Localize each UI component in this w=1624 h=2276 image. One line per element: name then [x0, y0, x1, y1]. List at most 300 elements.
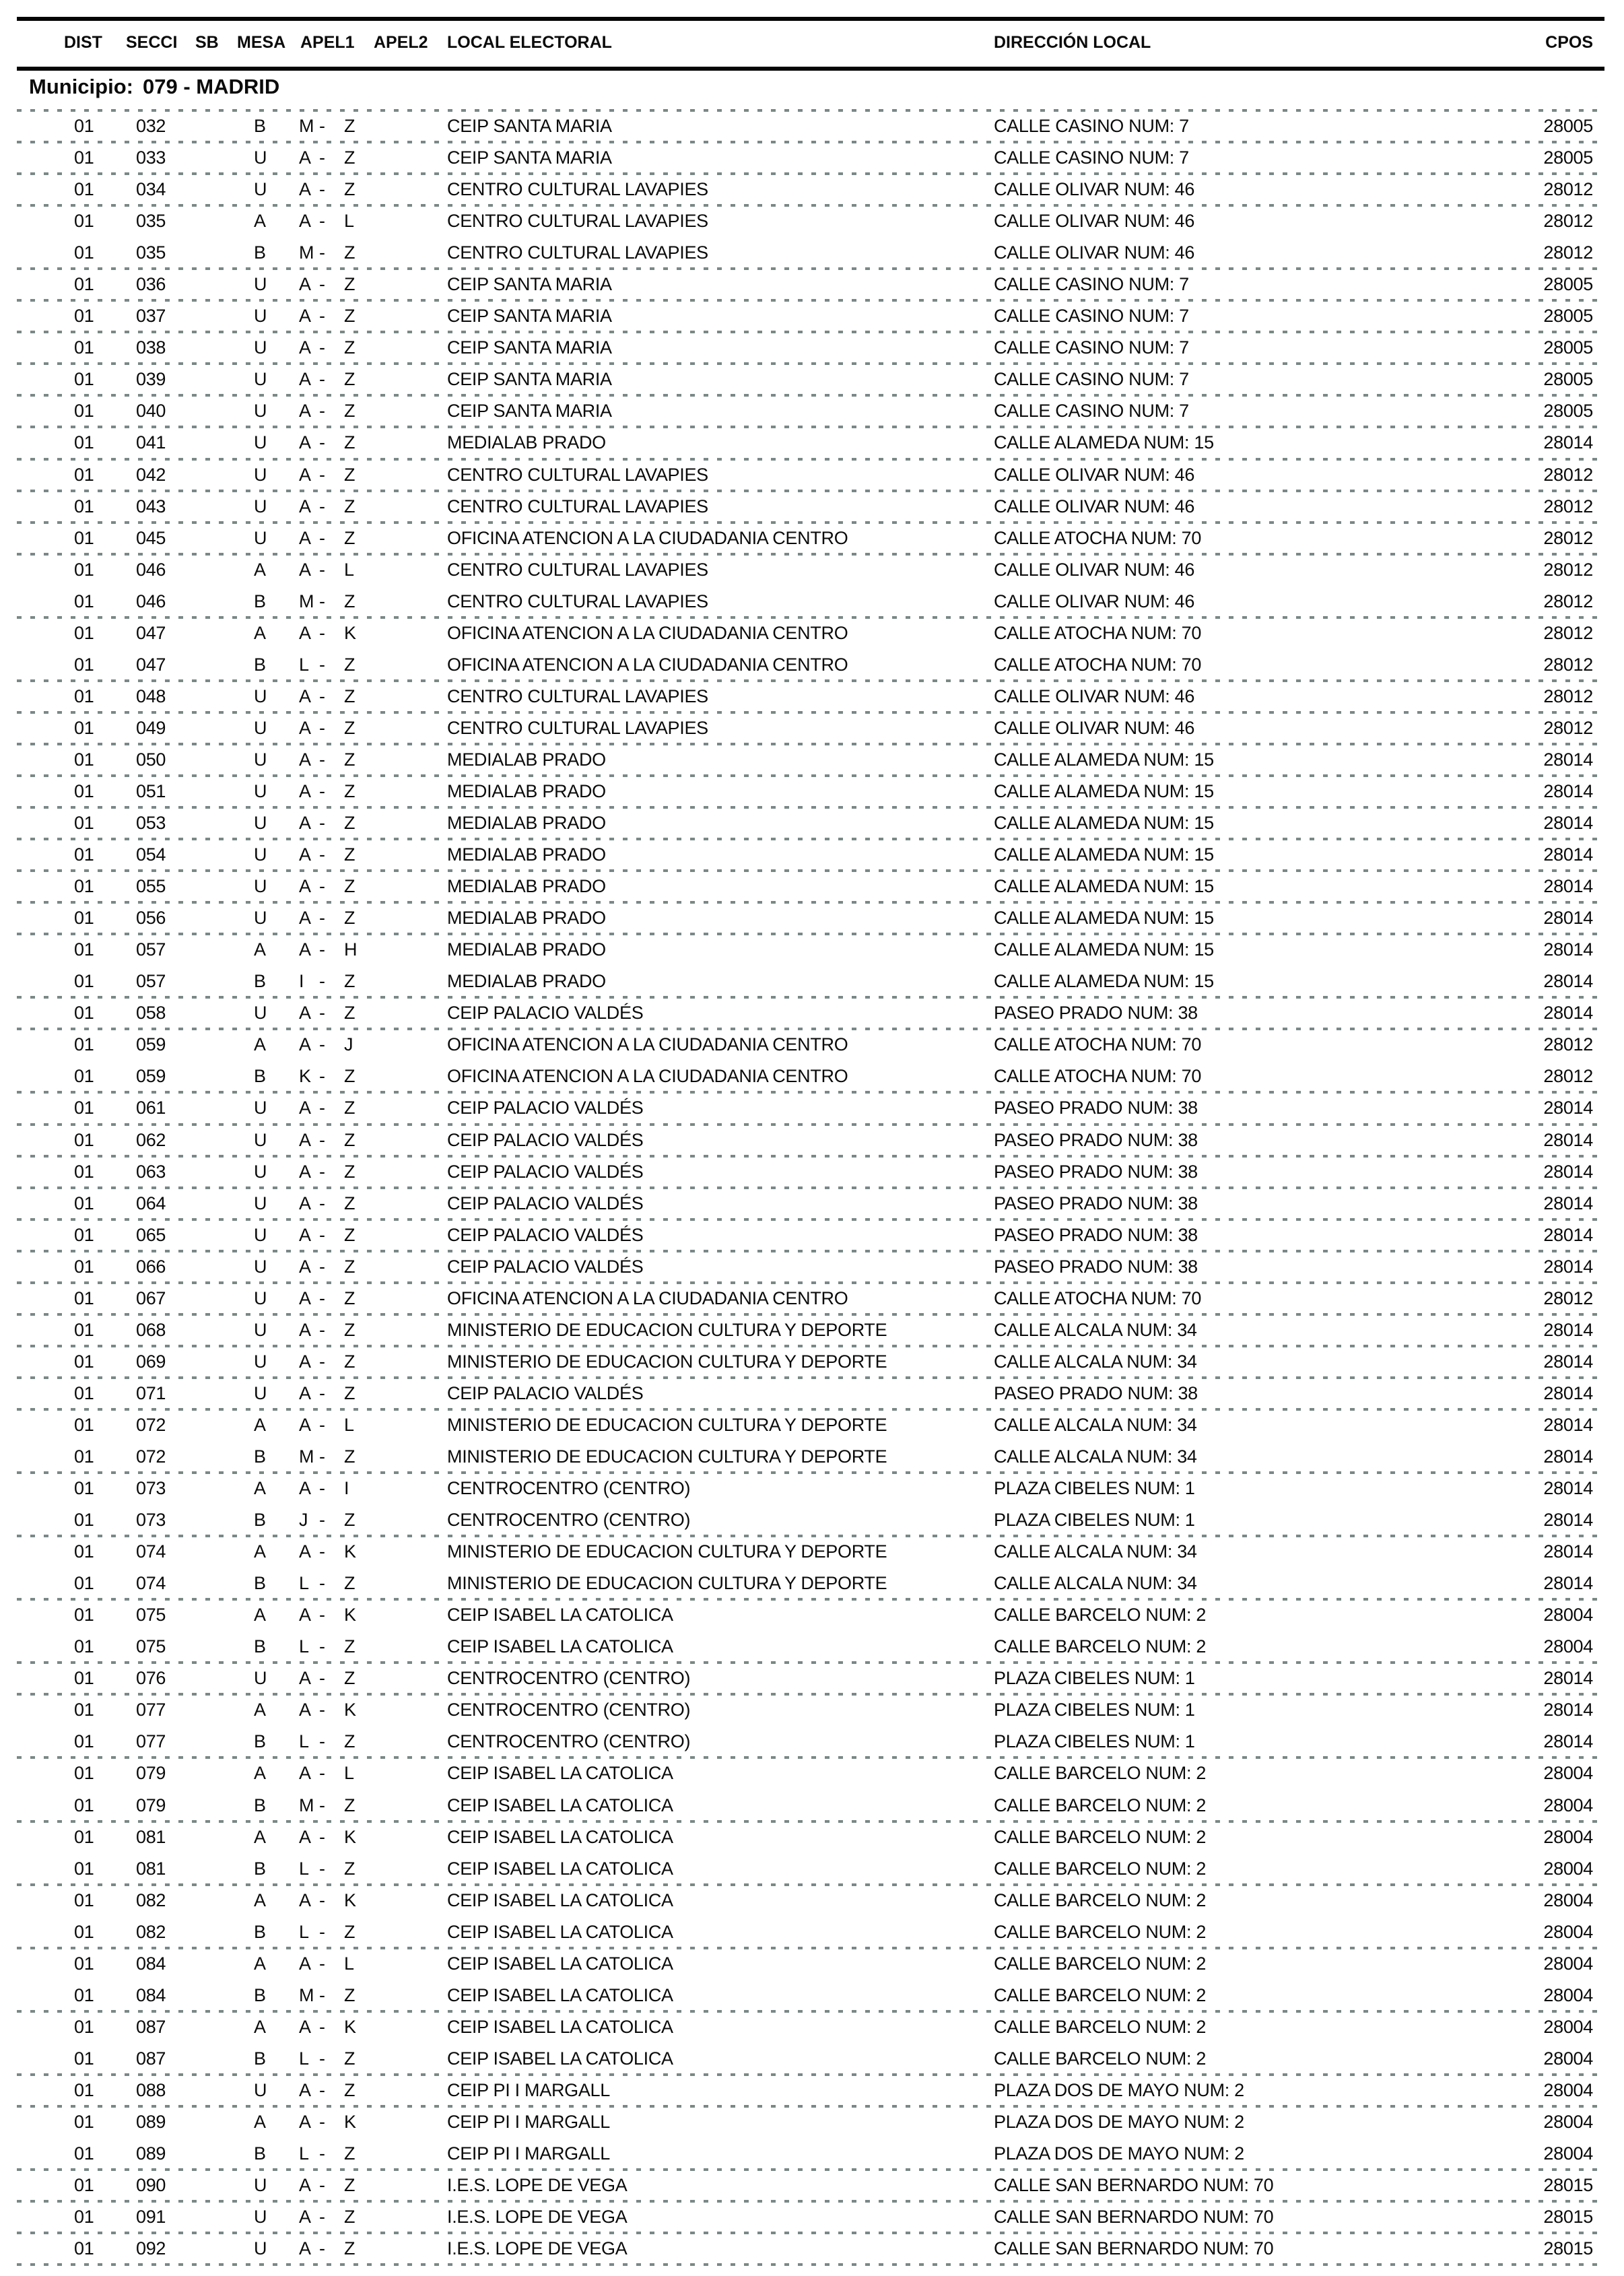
cell-apel1: M	[299, 116, 314, 137]
cell-apel1: A	[299, 432, 311, 453]
cell-dist: 01	[74, 939, 94, 960]
cell-apel1: A	[299, 401, 311, 422]
cell-apel2: L	[344, 1414, 354, 1435]
cell-cpos: 28014	[1543, 1382, 1593, 1403]
cell-apel1: A	[299, 1826, 311, 1847]
cell-apel1: M	[299, 1984, 314, 2005]
cell-local-electoral: CENTROCENTRO (CENTRO)	[447, 1700, 691, 1720]
table-row	[0, 142, 1624, 174]
table-row	[0, 1758, 1624, 1789]
range-separator: -	[319, 1478, 325, 1499]
cell-secci: 059	[136, 1066, 166, 1087]
cell-apel2: Z	[344, 179, 356, 200]
range-separator: -	[319, 1668, 325, 1689]
cell-apel1: A	[299, 1953, 311, 1974]
cell-cpos: 28014	[1543, 1351, 1593, 1372]
cell-apel2: Z	[344, 1161, 356, 1182]
cell-cpos: 28014	[1543, 1541, 1593, 1562]
cell-local-electoral: CENTROCENTRO (CENTRO)	[447, 1478, 691, 1499]
cell-secci: 032	[136, 116, 166, 137]
cell-apel2: Z	[344, 876, 356, 897]
range-separator: -	[319, 876, 325, 897]
cell-local-electoral: CEIP PALACIO VALDÉS	[447, 1161, 644, 1182]
cell-local-electoral: CENTRO CULTURAL LAVAPIES	[447, 591, 708, 611]
cell-cpos: 28014	[1543, 1161, 1593, 1182]
cell-apel2: Z	[344, 401, 356, 422]
cell-secci: 084	[136, 1953, 166, 1974]
table-row	[0, 1504, 1624, 1536]
cell-sb: B	[254, 2143, 266, 2164]
cell-secci: 090	[136, 2175, 166, 2196]
cell-local-electoral: I.E.S. LOPE DE VEGA	[447, 2207, 628, 2228]
cell-cpos: 28012	[1543, 1287, 1593, 1308]
table-row	[0, 491, 1624, 523]
cell-direccion-local: PLAZA DOS DE MAYO NUM: 2	[994, 2111, 1244, 2132]
table-row	[0, 997, 1624, 1029]
cell-secci: 045	[136, 527, 166, 548]
cell-local-electoral: CEIP PALACIO VALDÉS	[447, 1256, 644, 1277]
cell-secci: 084	[136, 1984, 166, 2005]
cell-apel2: Z	[344, 971, 356, 992]
cell-dist: 01	[74, 1066, 94, 1087]
cell-secci: 059	[136, 1034, 166, 1055]
cell-direccion-local: CALLE BARCELO NUM: 2	[994, 1858, 1207, 1879]
cell-sb: U	[254, 908, 267, 929]
cell-apel2: Z	[344, 685, 356, 706]
cell-secci: 075	[136, 1605, 166, 1626]
cell-apel2: Z	[344, 464, 356, 485]
cell-local-electoral: CENTRO CULTURAL LAVAPIES	[447, 242, 708, 263]
cell-secci: 047	[136, 654, 166, 675]
range-separator: -	[319, 971, 325, 992]
table-row	[0, 1314, 1624, 1346]
range-separator: -	[319, 1287, 325, 1308]
cell-sb: U	[254, 876, 267, 897]
cell-direccion-local: CALLE BARCELO NUM: 2	[994, 1984, 1207, 2005]
range-separator: -	[319, 1382, 325, 1403]
cell-secci: 091	[136, 2207, 166, 2228]
cell-direccion-local: CALLE ALCALA NUM: 34	[994, 1541, 1197, 1562]
cell-secci: 088	[136, 2079, 166, 2100]
cell-direccion-local: CALLE ALCALA NUM: 34	[994, 1446, 1197, 1467]
table-row	[0, 2075, 1624, 2106]
cell-sb: B	[254, 971, 266, 992]
range-separator: -	[319, 1224, 325, 1245]
cell-sb: U	[254, 1351, 267, 1372]
cell-direccion-local: CALLE BARCELO NUM: 2	[994, 1636, 1207, 1657]
cell-secci: 081	[136, 1858, 166, 1879]
cell-apel1: A	[299, 749, 311, 770]
range-separator: -	[319, 464, 325, 485]
table-row	[0, 110, 1624, 142]
cell-direccion-local: CALLE SAN BERNARDO NUM: 70	[994, 2207, 1274, 2228]
cell-direccion-local: CALLE BARCELO NUM: 2	[994, 1763, 1207, 1784]
range-separator: -	[319, 1193, 325, 1213]
column-header-apel2: APEL2	[374, 33, 428, 52]
cell-direccion-local: CALLE OLIVAR NUM: 46	[994, 685, 1195, 706]
cell-cpos: 28014	[1543, 1731, 1593, 1752]
range-separator: -	[319, 1731, 325, 1752]
cell-sb: B	[254, 1795, 266, 1815]
cell-apel1: L	[299, 1858, 309, 1879]
cell-secci: 042	[136, 464, 166, 485]
cell-cpos: 28014	[1543, 749, 1593, 770]
table-row	[0, 1536, 1624, 1568]
cell-apel1: A	[299, 1161, 311, 1182]
cell-direccion-local: CALLE OLIVAR NUM: 46	[994, 591, 1195, 611]
cell-local-electoral: CEIP SANTA MARIA	[447, 401, 612, 422]
range-separator: -	[319, 1826, 325, 1847]
cell-local-electoral: CENTRO CULTURAL LAVAPIES	[447, 179, 708, 200]
cell-apel1: A	[299, 622, 311, 643]
cell-apel2: Z	[344, 496, 356, 516]
cell-direccion-local: PLAZA DOS DE MAYO NUM: 2	[994, 2143, 1244, 2164]
cell-dist: 01	[74, 337, 94, 358]
cell-local-electoral: MINISTERIO DE EDUCACION CULTURA Y DEPORTE	[447, 1414, 887, 1435]
cell-dist: 01	[74, 306, 94, 327]
cell-secci: 072	[136, 1446, 166, 1467]
cell-cpos: 28004	[1543, 2111, 1593, 2132]
range-separator: -	[319, 242, 325, 263]
cell-apel2: Z	[344, 432, 356, 453]
cell-apel1: A	[299, 2111, 311, 2132]
cell-cpos: 28014	[1543, 1003, 1593, 1024]
cell-apel1: L	[299, 2143, 309, 2164]
cell-apel2: Z	[344, 1351, 356, 1372]
cell-local-electoral: CEIP ISABEL LA CATOLICA	[447, 2016, 673, 2037]
cell-dist: 01	[74, 1826, 94, 1847]
cell-secci: 081	[136, 1826, 166, 1847]
cell-apel2: Z	[344, 527, 356, 548]
cell-cpos: 28004	[1543, 1953, 1593, 1974]
cell-apel2: K	[344, 1826, 356, 1847]
cell-dist: 01	[74, 717, 94, 738]
table-row	[0, 1694, 1624, 1726]
cell-local-electoral: CEIP PALACIO VALDÉS	[447, 1003, 644, 1024]
cell-secci: 089	[136, 2111, 166, 2132]
cell-apel1: A	[299, 1003, 311, 1024]
cell-local-electoral: CEIP PI I MARGALL	[447, 2143, 610, 2164]
range-separator: -	[319, 1984, 325, 2005]
cell-sb: A	[254, 1414, 266, 1435]
table-row	[0, 649, 1624, 681]
table-row	[0, 459, 1624, 491]
cell-apel2: Z	[344, 306, 356, 327]
cell-dist: 01	[74, 1605, 94, 1626]
table-row	[0, 586, 1624, 617]
cell-sb: B	[254, 1921, 266, 1942]
range-separator: -	[319, 1351, 325, 1372]
cell-local-electoral: CEIP ISABEL LA CATOLICA	[447, 1953, 673, 1974]
cell-apel2: Z	[344, 147, 356, 168]
range-separator: -	[319, 401, 325, 422]
cell-sb: B	[254, 591, 266, 611]
cell-secci: 053	[136, 813, 166, 834]
range-separator: -	[319, 749, 325, 770]
cell-dist: 01	[74, 179, 94, 200]
cell-apel1: A	[299, 1224, 311, 1245]
cell-cpos: 28014	[1543, 971, 1593, 992]
table-row	[0, 2106, 1624, 2138]
cell-direccion-local: CALLE OLIVAR NUM: 46	[994, 559, 1195, 580]
cell-cpos: 28015	[1543, 2238, 1593, 2259]
cell-dist: 01	[74, 2016, 94, 2037]
cell-local-electoral: MINISTERIO DE EDUCACION CULTURA Y DEPORTE	[447, 1351, 887, 1372]
cell-sb: U	[254, 813, 267, 834]
cell-cpos: 28012	[1543, 464, 1593, 485]
cell-dist: 01	[74, 1287, 94, 1308]
range-separator: -	[319, 1161, 325, 1182]
cell-apel1: A	[299, 2175, 311, 2196]
cell-cpos: 28012	[1543, 1034, 1593, 1055]
cell-dist: 01	[74, 242, 94, 263]
cell-secci: 089	[136, 2143, 166, 2164]
cell-sb: U	[254, 1161, 267, 1182]
cell-apel1: A	[299, 559, 311, 580]
cell-cpos: 28004	[1543, 1763, 1593, 1784]
cell-apel2: Z	[344, 116, 356, 137]
cell-dist: 01	[74, 685, 94, 706]
table-row	[0, 1789, 1624, 1821]
cell-direccion-local: PASEO PRADO NUM: 38	[994, 1224, 1198, 1245]
table-row	[0, 807, 1624, 839]
cell-dist: 01	[74, 2175, 94, 2196]
cell-secci: 065	[136, 1224, 166, 1245]
range-separator: -	[319, 1889, 325, 1910]
cell-direccion-local: CALLE CASINO NUM: 7	[994, 274, 1189, 295]
cell-dist: 01	[74, 1193, 94, 1213]
cell-local-electoral: CEIP ISABEL LA CATOLICA	[447, 1636, 673, 1657]
cell-direccion-local: PASEO PRADO NUM: 38	[994, 1382, 1198, 1403]
cell-dist: 01	[74, 1098, 94, 1118]
cell-sb: A	[254, 622, 266, 643]
cell-cpos: 28005	[1543, 337, 1593, 358]
cell-cpos: 28012	[1543, 717, 1593, 738]
cell-apel2: Z	[344, 2048, 356, 2069]
cell-apel2: Z	[344, 813, 356, 834]
cell-sb: U	[254, 147, 267, 168]
range-separator: -	[319, 781, 325, 801]
cell-secci: 068	[136, 1319, 166, 1340]
table-row	[0, 1663, 1624, 1694]
cell-apel2: Z	[344, 1446, 356, 1467]
cell-sb: U	[254, 2207, 267, 2228]
cell-apel1: A	[299, 1319, 311, 1340]
cell-sb: U	[254, 1098, 267, 1118]
cell-dist: 01	[74, 1889, 94, 1910]
cell-dist: 01	[74, 1921, 94, 1942]
municipio-heading	[29, 75, 279, 98]
cell-direccion-local: CALLE BARCELO NUM: 2	[994, 1826, 1207, 1847]
table-row	[0, 1092, 1624, 1124]
range-separator: -	[319, 274, 325, 295]
cell-secci: 046	[136, 559, 166, 580]
cell-direccion-local: CALLE ALAMEDA NUM: 15	[994, 749, 1214, 770]
cell-sb: U	[254, 496, 267, 516]
cell-cpos: 28004	[1543, 1636, 1593, 1657]
cell-cpos: 28014	[1543, 781, 1593, 801]
cell-apel2: K	[344, 2016, 356, 2037]
cell-secci: 082	[136, 1889, 166, 1910]
cell-dist: 01	[74, 971, 94, 992]
cell-secci: 058	[136, 1003, 166, 1024]
cell-direccion-local: PASEO PRADO NUM: 38	[994, 1098, 1198, 1118]
cell-local-electoral: MINISTERIO DE EDUCACION CULTURA Y DEPORTE	[447, 1446, 887, 1467]
cell-apel1: A	[299, 2016, 311, 2037]
cell-cpos: 28015	[1543, 2175, 1593, 2196]
cell-dist: 01	[74, 2238, 94, 2259]
cell-direccion-local: CALLE ALAMEDA NUM: 15	[994, 781, 1214, 801]
column-header-direccion: DIRECCIÓN LOCAL	[994, 33, 1151, 52]
cell-cpos: 28012	[1543, 527, 1593, 548]
cell-sb: B	[254, 1510, 266, 1531]
cell-direccion-local: PASEO PRADO NUM: 38	[994, 1003, 1198, 1024]
cell-dist: 01	[74, 1731, 94, 1752]
cell-apel2: Z	[344, 1287, 356, 1308]
cell-secci: 034	[136, 179, 166, 200]
cell-direccion-local: CALLE ATOCHA NUM: 70	[994, 654, 1202, 675]
cell-local-electoral: OFICINA ATENCION A LA CIUDADANIA CENTRO	[447, 527, 848, 548]
cell-secci: 071	[136, 1382, 166, 1403]
cell-apel1: A	[299, 1700, 311, 1720]
cell-apel2: K	[344, 1541, 356, 1562]
cell-secci: 077	[136, 1700, 166, 1720]
table-row	[0, 1885, 1624, 1916]
cell-apel2: Z	[344, 749, 356, 770]
cell-cpos: 28014	[1543, 1256, 1593, 1277]
cell-direccion-local: CALLE ALAMEDA NUM: 15	[994, 971, 1214, 992]
range-separator: -	[319, 622, 325, 643]
cell-apel2: Z	[344, 591, 356, 611]
cell-dist: 01	[74, 147, 94, 168]
table-row	[0, 1061, 1624, 1092]
range-separator: -	[319, 1129, 325, 1150]
cell-secci: 077	[136, 1731, 166, 1752]
cell-dist: 01	[74, 1129, 94, 1150]
cell-dist: 01	[74, 1636, 94, 1657]
cell-secci: 046	[136, 591, 166, 611]
cell-direccion-local: CALLE SAN BERNARDO NUM: 70	[994, 2175, 1274, 2196]
cell-dist: 01	[74, 622, 94, 643]
cell-apel2: Z	[344, 1193, 356, 1213]
cell-sb: U	[254, 2079, 267, 2100]
range-separator: -	[319, 1573, 325, 1594]
cell-apel2: Z	[344, 1573, 356, 1594]
cell-direccion-local: PASEO PRADO NUM: 38	[994, 1193, 1198, 1213]
cell-apel2: Z	[344, 274, 356, 295]
cell-dist: 01	[74, 1700, 94, 1720]
column-header-cpos: CPOS	[1545, 33, 1593, 52]
cell-apel2: K	[344, 1605, 356, 1626]
cell-local-electoral: CENTRO CULTURAL LAVAPIES	[447, 464, 708, 485]
range-separator: -	[319, 1510, 325, 1531]
range-separator: -	[319, 1319, 325, 1340]
cell-cpos: 28004	[1543, 2079, 1593, 2100]
cell-apel1: K	[299, 1066, 311, 1087]
range-separator: -	[319, 527, 325, 548]
cell-local-electoral: OFICINA ATENCION A LA CIUDADANIA CENTRO	[447, 1287, 848, 1308]
table-row	[0, 2201, 1624, 2233]
range-separator: -	[319, 2207, 325, 2228]
cell-local-electoral: CEIP SANTA MARIA	[447, 274, 612, 295]
table-body	[0, 110, 1624, 2265]
cell-local-electoral: CENTROCENTRO (CENTRO)	[447, 1731, 691, 1752]
cell-apel2: Z	[344, 1510, 356, 1531]
cell-secci: 061	[136, 1098, 166, 1118]
cell-secci: 062	[136, 1129, 166, 1150]
cell-sb: B	[254, 1731, 266, 1752]
cell-sb: U	[254, 1003, 267, 1024]
cell-apel1: A	[299, 1763, 311, 1784]
cell-cpos: 28005	[1543, 369, 1593, 390]
cell-dist: 01	[74, 1382, 94, 1403]
table-row	[0, 2233, 1624, 2265]
cell-local-electoral: CENTRO CULTURAL LAVAPIES	[447, 559, 708, 580]
cell-sb: A	[254, 1826, 266, 1847]
cell-secci: 055	[136, 876, 166, 897]
cell-apel1: M	[299, 1446, 314, 1467]
cell-secci: 056	[136, 908, 166, 929]
table-row	[0, 1029, 1624, 1061]
cell-cpos: 28012	[1543, 211, 1593, 232]
cell-sb: A	[254, 1478, 266, 1499]
cell-local-electoral: OFICINA ATENCION A LA CIUDADANIA CENTRO	[447, 654, 848, 675]
cell-sb: U	[254, 369, 267, 390]
cell-apel2: Z	[344, 1382, 356, 1403]
cell-secci: 069	[136, 1351, 166, 1372]
cell-secci: 051	[136, 781, 166, 801]
cell-apel1: A	[299, 211, 311, 232]
cell-local-electoral: CENTRO CULTURAL LAVAPIES	[447, 685, 708, 706]
table-row	[0, 1726, 1624, 1758]
cell-apel2: Z	[344, 2207, 356, 2228]
cell-local-electoral: CENTRO CULTURAL LAVAPIES	[447, 211, 708, 232]
cell-apel1: I	[299, 971, 304, 992]
cell-direccion-local: CALLE BARCELO NUM: 2	[994, 2048, 1207, 2069]
cell-sb: U	[254, 274, 267, 295]
cell-sb: U	[254, 1129, 267, 1150]
cell-dist: 01	[74, 1573, 94, 1594]
cell-cpos: 28005	[1543, 306, 1593, 327]
cell-sb: U	[254, 1668, 267, 1689]
cell-sb: B	[254, 242, 266, 263]
cell-apel1: A	[299, 1129, 311, 1150]
range-separator: -	[319, 939, 325, 960]
cell-apel2: L	[344, 1953, 354, 1974]
range-separator: -	[319, 908, 325, 929]
cell-apel2: J	[344, 1034, 353, 1055]
cell-local-electoral: CEIP PI I MARGALL	[447, 2111, 610, 2132]
cell-dist: 01	[74, 844, 94, 865]
cell-local-electoral: CEIP PALACIO VALDÉS	[447, 1224, 644, 1245]
cell-local-electoral: MEDIALAB PRADO	[447, 781, 606, 801]
cell-apel1: A	[299, 1541, 311, 1562]
cell-secci: 066	[136, 1256, 166, 1277]
cell-local-electoral: OFICINA ATENCION A LA CIUDADANIA CENTRO	[447, 1066, 848, 1087]
cell-apel2: K	[344, 1889, 356, 1910]
cell-cpos: 28004	[1543, 1605, 1593, 1626]
cell-cpos: 28014	[1543, 1098, 1593, 1118]
cell-dist: 01	[74, 781, 94, 801]
table-row	[0, 1283, 1624, 1314]
cell-secci: 050	[136, 749, 166, 770]
cell-direccion-local: CALLE ALAMEDA NUM: 15	[994, 844, 1214, 865]
cell-cpos: 28014	[1543, 1478, 1593, 1499]
cell-apel2: Z	[344, 1098, 356, 1118]
cell-apel1: A	[299, 1351, 311, 1372]
range-separator: -	[319, 2079, 325, 2100]
cell-apel1: L	[299, 654, 309, 675]
